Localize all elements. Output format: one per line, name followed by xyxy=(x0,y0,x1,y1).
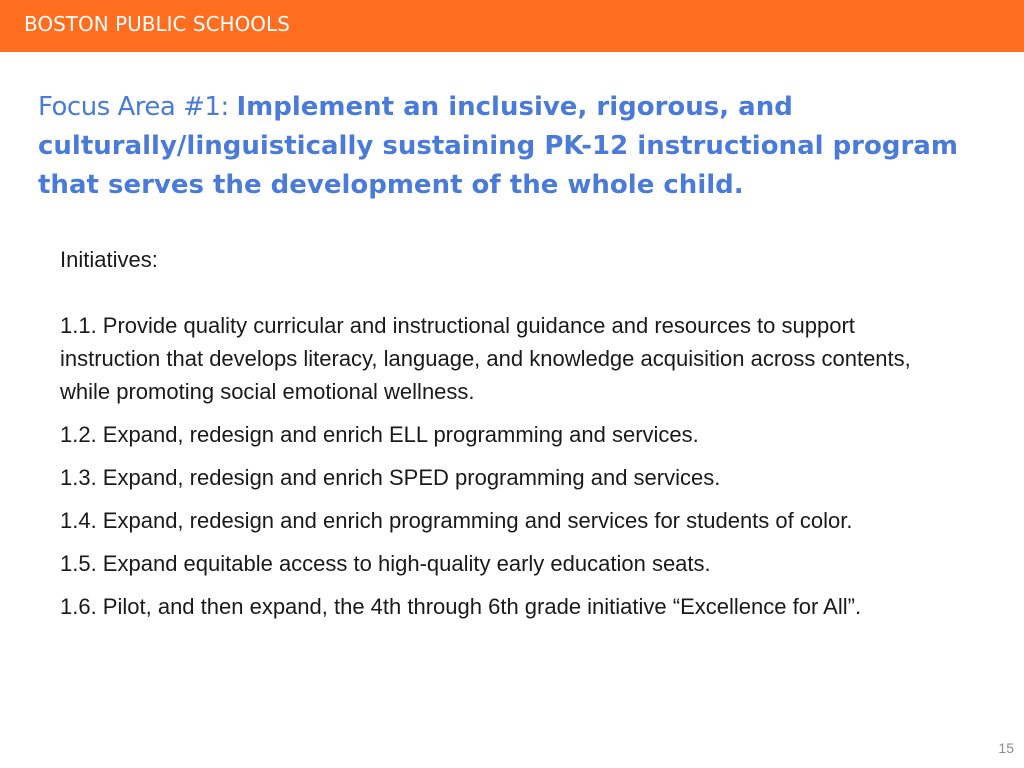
focus-area-label: Focus Area #1: xyxy=(38,92,237,122)
initiative-item-1-3: 1.3. Expand, redesign and enrich SPED programming and services. xyxy=(60,465,721,490)
initiatives-section xyxy=(60,243,960,633)
initiative-item-1-5: 1.5. Expand equitable access to high-quality early education seats. xyxy=(60,551,711,576)
page-number: 15 xyxy=(998,740,1014,756)
top-banner xyxy=(0,0,1024,52)
focus-area-heading xyxy=(38,88,968,205)
initiative-item-1-1: 1.1. Provide quality curricular and instructional guidance and resources to support instruction that develops literacy, language, and knowledge acquisition across contents, while promoting social emotional wellness. xyxy=(60,313,911,404)
initiatives-label: Initiatives: xyxy=(60,247,158,272)
initiative-item-1-4: 1.4. Expand, redesign and enrich programming and services for students of color. xyxy=(60,508,853,533)
initiative-item-1-6: 1.6. Pilot, and then expand, the 4th through 6th grade initiative “Excellence for All”. xyxy=(60,594,862,619)
initiative-item-1-2: 1.2. Expand, redesign and enrich ELL programming and services. xyxy=(60,422,699,447)
focus-area-title: Implement an inclusive, rigorous, and culturally/linguistically sustaining PK-12 instructional program that serves the development of the whole child. xyxy=(38,92,958,200)
banner-title: BOSTON PUBLIC SCHOOLS xyxy=(24,12,290,36)
